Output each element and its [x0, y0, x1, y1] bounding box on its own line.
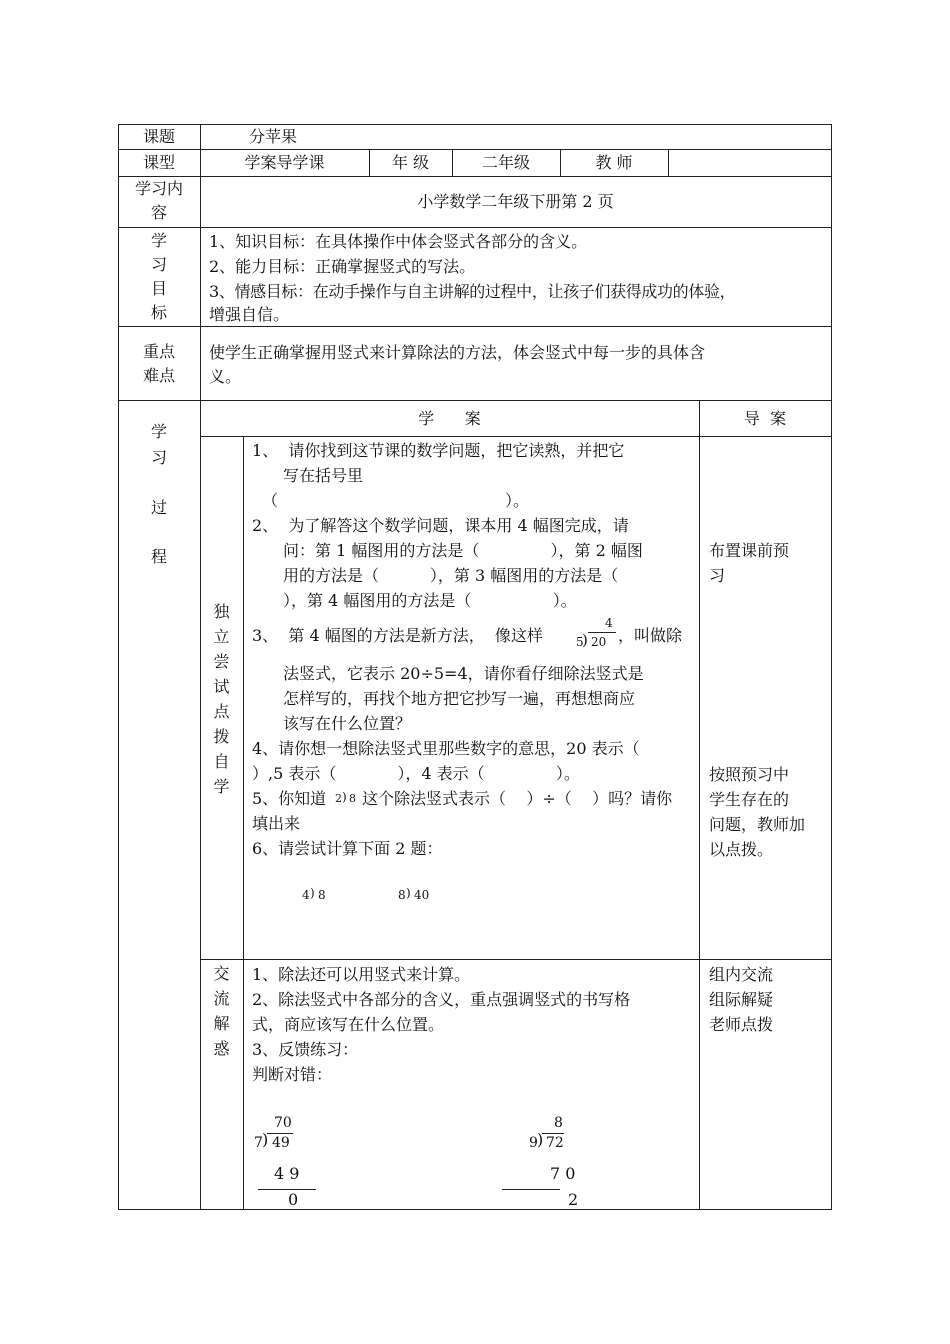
- q5-line1-post: 这个除法竖式表示（ ）÷（ ）吗？请你: [362, 789, 673, 808]
- q3-line4: 该写在什么位置？: [283, 714, 412, 733]
- guide-line: 布置课前预: [709, 541, 790, 560]
- topic-label: 课题: [142, 127, 175, 146]
- q6: 6、请尝试计算下面 2 题：: [252, 839, 443, 858]
- q1-paren-open: （: [262, 491, 279, 510]
- key-label-line2: 难点: [142, 366, 175, 385]
- q2-line3: 用的方法是（ ），第 3 幅图用的方法是（: [283, 566, 619, 585]
- division-divisor: 9: [529, 1135, 538, 1151]
- division-dividend: 20: [591, 635, 607, 649]
- division-bracket: ): [406, 886, 411, 900]
- q2-line1: 2、 为了解答这个数学问题，课本用 4 幅图完成，请: [252, 516, 629, 535]
- q4-line1: 4、请你想一想除法竖式里那些数字的意思，20 表示（: [252, 739, 640, 758]
- q1-line1: 1、 请你找到这节课的数学问题，把它读熟，并把它: [252, 441, 625, 460]
- guide-header: 导 案: [743, 409, 787, 428]
- exchange-line: 判断对错：: [252, 1065, 333, 1084]
- goal-line: 2、能力目标：正确掌握竖式的写法。: [209, 257, 476, 276]
- q2-line2: 问：第 1 幅图用的方法是（ ），第 2 幅图: [283, 541, 643, 560]
- goals-label-2: 习: [150, 255, 167, 274]
- q3-line1-tail: ，叫做除: [618, 626, 683, 645]
- self-study-label: 立: [213, 627, 230, 646]
- grid-line: [118, 1209, 831, 1210]
- goal-line: 1、知识目标：在具体操作中体会竖式各部分的含义。: [209, 232, 588, 251]
- process-label-1: 学: [150, 422, 167, 441]
- grid-line: [118, 149, 831, 150]
- division-dividend: 72: [546, 1135, 564, 1151]
- process-label-4: 程: [150, 547, 167, 566]
- division-remainder: 0: [288, 1190, 299, 1209]
- judge-problem-1: [254, 1116, 324, 1210]
- practice-problem-2: [398, 886, 448, 906]
- q3-line2: 法竖式，它表示 20÷5=4，请你看仔细除法竖式是: [283, 664, 644, 683]
- content-label-line2: 容: [150, 203, 167, 222]
- exchange-label: 解: [213, 1014, 230, 1033]
- type-label: 课型: [142, 153, 175, 172]
- grid-line: [831, 124, 832, 1210]
- division-dividend: 8: [318, 888, 326, 902]
- division-divisor: 4: [302, 888, 310, 902]
- guide-line: 学生存在的: [709, 790, 790, 809]
- process-label-2: 习: [150, 448, 167, 467]
- grade-value: 二年级: [481, 153, 530, 172]
- guide-line: 老师点拨: [709, 1015, 774, 1034]
- goals-label-3: 目: [150, 279, 167, 298]
- division-dividend: 8: [349, 792, 356, 805]
- grid-line: [118, 124, 831, 125]
- plan-header: 学 案: [418, 409, 481, 428]
- guide-line: 习: [709, 566, 726, 585]
- teacher-label: 教 师: [595, 153, 633, 172]
- exchange-line: 1、除法还可以用竖式来计算。: [252, 965, 471, 984]
- goals-label-4: 标: [150, 303, 167, 322]
- division-divisor: 8: [398, 888, 406, 902]
- division-quotient: 4: [605, 616, 613, 630]
- content-label-line1: 学习内: [134, 179, 183, 198]
- grid-line: [668, 149, 669, 176]
- grid-line: [200, 959, 831, 960]
- division-bar: [502, 1189, 560, 1190]
- q2-line4: ），第 4 幅图用的方法是（ ）。: [283, 591, 577, 610]
- division-bar: [542, 1133, 564, 1134]
- division-dividend: 40: [414, 888, 430, 902]
- goals-label-1: 学: [150, 231, 167, 250]
- q1-paren-close: ）。: [505, 491, 530, 510]
- division-divisor: 5: [576, 635, 584, 649]
- q4-line2: ）,5 表示（ ），4 表示（ ）。: [252, 764, 580, 783]
- key-label-line1: 重点: [142, 342, 175, 361]
- division-bracket: ): [262, 1130, 269, 1149]
- judge-problem-2: [500, 1116, 590, 1210]
- grid-line: [699, 400, 700, 1210]
- division-bracket: ): [582, 631, 588, 649]
- q5-line2: 填出来: [252, 814, 301, 833]
- key-line: 义。: [209, 367, 242, 386]
- exchange-line: 式，商应该写在什么位置。: [252, 1015, 445, 1034]
- key-line: 使学生正确掌握用竖式来计算除法的方法，体会竖式中每一步的具体含: [209, 343, 706, 362]
- q3-line1: 3、 第 4 幅图的方法是新方法， 像这样: [252, 626, 543, 645]
- division-divisor: 7: [254, 1135, 263, 1151]
- division-bracket: ): [537, 1130, 544, 1149]
- division-bar: [267, 1133, 293, 1134]
- exchange-line: 3、反馈练习：: [252, 1040, 359, 1059]
- goal-line: 3、情感目标：在动手操作与自主讲解的过程中，让孩子们获得成功的体验，: [209, 282, 736, 301]
- guide-line: 按照预习中: [709, 765, 790, 784]
- division-remainder: 2: [568, 1190, 579, 1209]
- q1-line2: 写在括号里: [283, 466, 364, 485]
- self-study-label: 自: [213, 752, 230, 771]
- division-bar: [258, 1189, 316, 1190]
- practice-problem-1: [302, 886, 342, 906]
- type-value: 学案导学课: [244, 153, 325, 172]
- division-quotient: 8: [554, 1115, 563, 1131]
- exchange-line: 2、除法竖式中各部分的含义，重点强调竖式的书写格: [252, 990, 631, 1009]
- exchange-label: 交: [213, 964, 230, 983]
- guide-line: 以点拨。: [709, 840, 774, 859]
- grid-line: [200, 436, 831, 437]
- q3-line3: 怎样写的，再找个地方把它抄写一遍，再想想商应: [283, 689, 636, 708]
- inline-long-division: [334, 789, 364, 807]
- self-study-label: 学: [213, 777, 230, 796]
- grid-line: [118, 227, 831, 228]
- division-bracket: ): [310, 886, 315, 900]
- self-study-label: 拨: [213, 727, 230, 746]
- division-bracket: ): [342, 790, 347, 804]
- self-study-label: 尝: [213, 652, 230, 671]
- grid-line: [243, 436, 244, 1210]
- division-product: 4 9: [274, 1164, 300, 1183]
- content-value: 小学数学二年级下册第 2 页: [417, 192, 614, 211]
- guide-line: 组际解疑: [709, 990, 774, 1009]
- division-product: 7 0: [550, 1164, 576, 1183]
- goal-line: 增强自信。: [209, 305, 290, 324]
- division-quotient: 70: [274, 1115, 292, 1131]
- division-divisor: 2: [335, 792, 342, 805]
- division-bar: [588, 632, 616, 633]
- self-study-label: 点: [213, 702, 230, 721]
- guide-line: 问题，教师加: [709, 815, 806, 834]
- grid-line: [118, 400, 831, 401]
- grid-line: [118, 176, 831, 177]
- self-study-label: 独: [213, 602, 230, 621]
- topic-value: 分苹果: [249, 127, 298, 146]
- guide-line: 组内交流: [709, 965, 774, 984]
- grade-label: 年 级: [391, 153, 430, 172]
- exchange-label: 流: [213, 989, 230, 1008]
- exchange-label: 惑: [213, 1039, 230, 1058]
- self-study-label: 试: [213, 677, 230, 696]
- division-dividend: 49: [272, 1135, 290, 1151]
- process-label-3: 过: [150, 498, 167, 517]
- q5-line1-pre: 5、你知道: [252, 789, 327, 808]
